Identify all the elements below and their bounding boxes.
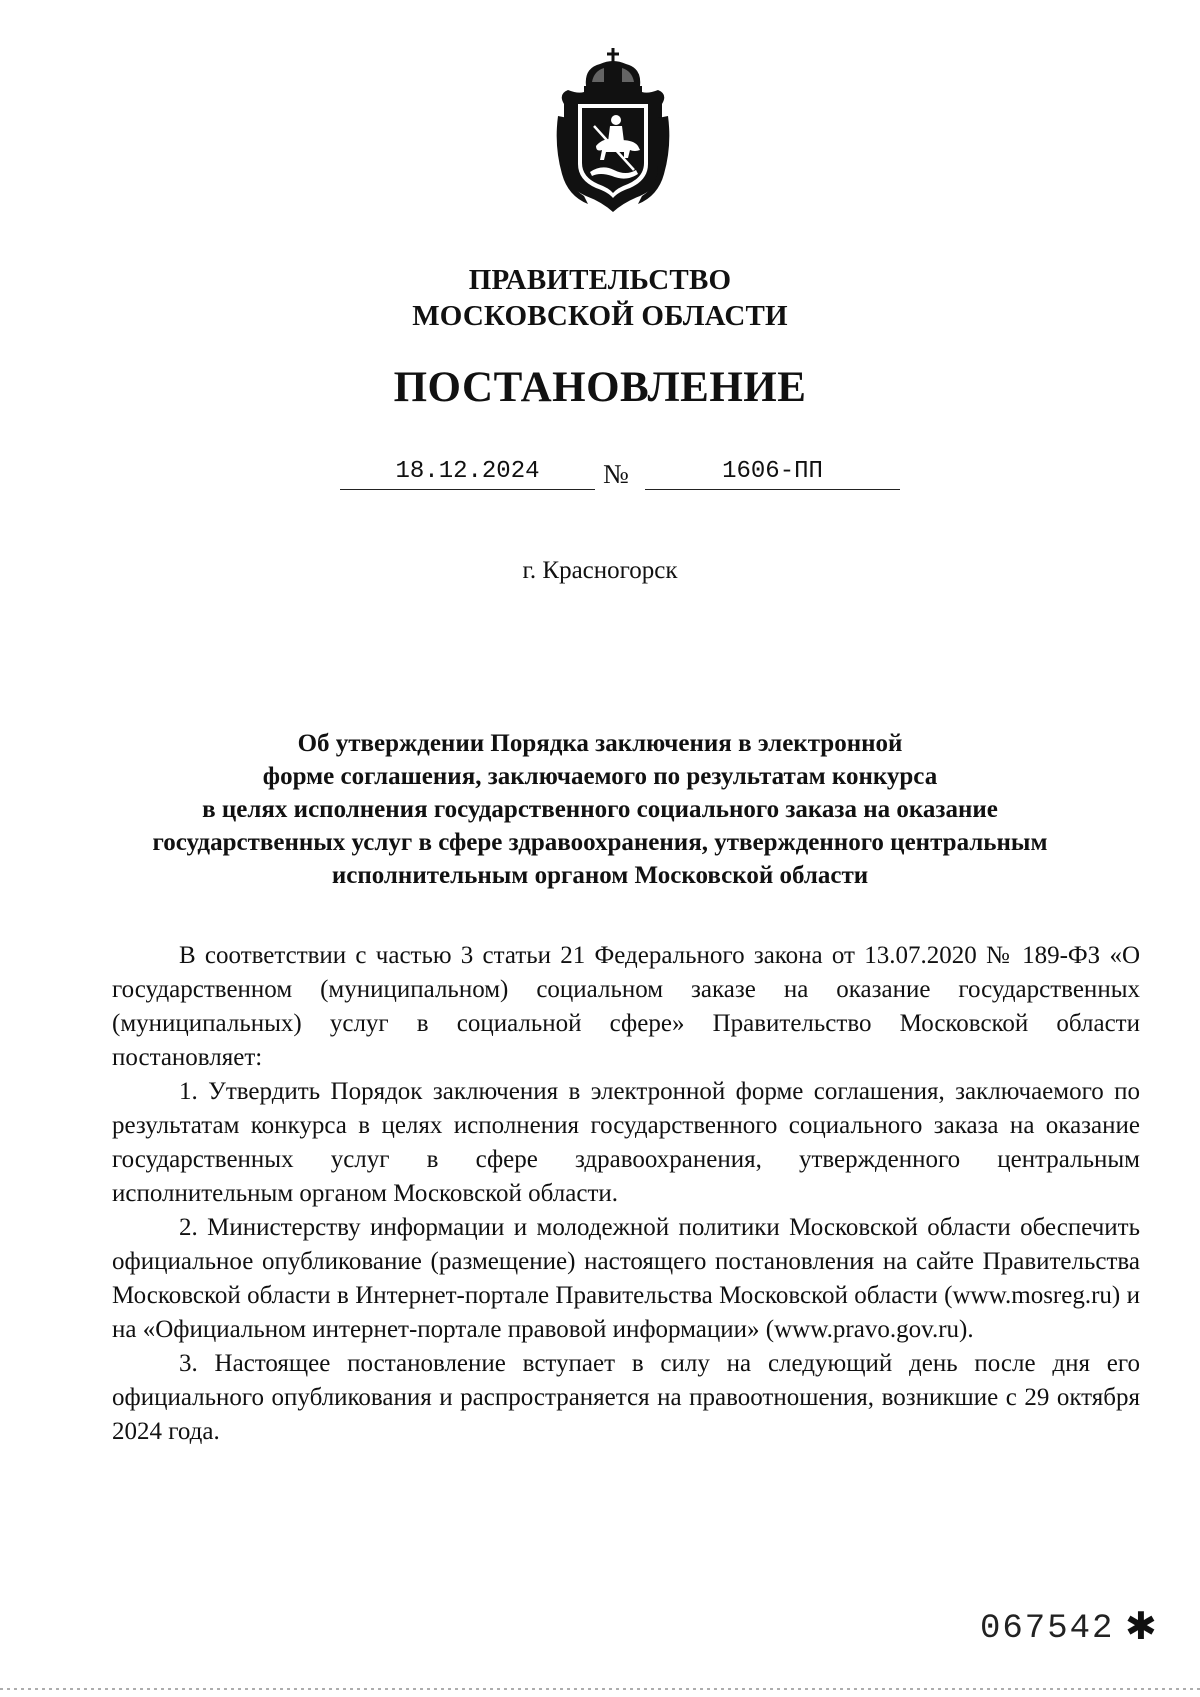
asterisk-mark-icon: ✱ xyxy=(1125,1604,1157,1648)
coat-of-arms-icon xyxy=(554,46,672,214)
title-line: исполнительным органом Московской области xyxy=(331,862,869,889)
registration-number: 1606-ПП xyxy=(645,455,900,490)
clause-3-paragraph: 3. Настоящее постановление вступает в силу на следующий день после дня его официального опубликования и распространяется на правоотношения, возникшие с 29 октября 2024 года. xyxy=(112,1350,1140,1445)
preamble-paragraph: В соответствии с частью 3 статьи 21 Федерального закона от 13.07.2020 № 189-ФЗ «О государственном (муниципальном) социальном заказе на оказание государственных (муниципальных) услуг в социальной сфере» Правительство Московской области постановляет: xyxy=(112,942,1140,1071)
document-title xyxy=(100,727,1100,892)
city-of-issue: г. Красногорск xyxy=(522,557,678,584)
document-type: ПОСТАНОВЛЕНИЕ xyxy=(393,364,807,411)
title-line: в целях исполнения государственного социального заказа на оказание xyxy=(202,796,998,823)
organization-name-line1: ПРАВИТЕЛЬСТВО xyxy=(468,264,732,296)
title-line: Об утверждении Порядка заключения в электронной xyxy=(297,730,903,757)
title-line: государственных услуг в сфере здравоохранения, утвержденного центральным xyxy=(152,829,1048,856)
clause-1-paragraph: 1. Утвердить Порядок заключения в электронной форме соглашения, заключаемого по результатам конкурса в целях исполнения государственного социального заказа на оказание государственных услуг в сфере здравоохранения, утвержденного центральным исполнительным органом Московской области. xyxy=(112,1078,1140,1207)
scan-edge-artifact xyxy=(0,1688,1200,1690)
registration-date: 18.12.2024 xyxy=(340,455,595,490)
clause-2-paragraph: 2. Министерству информации и молодежной политики Московской области обеспечить официальное опубликование (размещение) настоящего постановления на сайте Правительства Московской области в Интернет-портале Правительства Московской области (www.mosreg.ru) и на «Официальном интернет-портале правовой информации» (www.pravo.gov.ru). xyxy=(112,1214,1140,1343)
document-body xyxy=(112,939,1140,1449)
organization-name-line2: МОСКОВСКОЙ ОБЛАСТИ xyxy=(412,300,788,332)
title-line: форме соглашения, заключаемого по результатам конкурса xyxy=(262,763,938,790)
number-sign: № xyxy=(603,459,629,489)
document-serial-code: 067542 xyxy=(980,1610,1115,1648)
